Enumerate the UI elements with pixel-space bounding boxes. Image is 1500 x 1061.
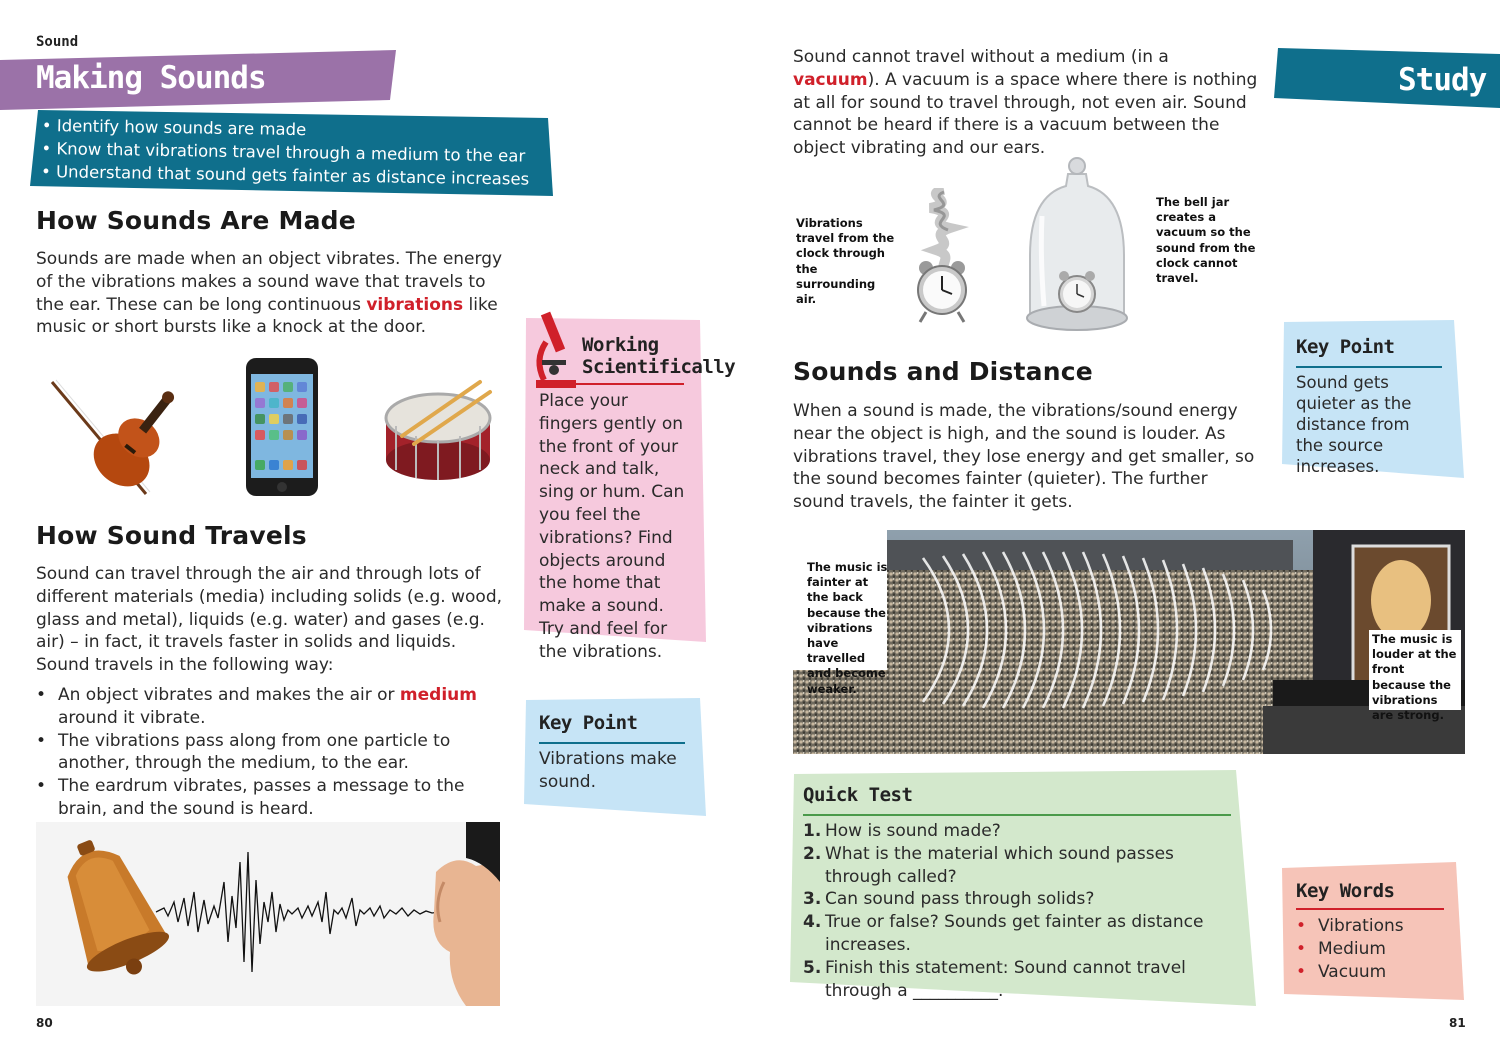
- objective-item: • Understand that sound gets fainter as distance increases: [40, 161, 530, 189]
- key-point-text-left: Vibrations make sound.: [539, 749, 677, 792]
- key-word-item: • Vacuum: [1296, 961, 1436, 984]
- vacuum-keyword: vacuum: [793, 69, 868, 90]
- bullet1-text-a: An object vibrates and makes the air or: [58, 685, 400, 705]
- quick-test-divider: [803, 814, 1231, 816]
- key-words-divider: [1296, 908, 1444, 910]
- concert-crowd-image: [793, 530, 1465, 754]
- question-number: 3.: [803, 889, 822, 910]
- quick-test-list: [803, 820, 1235, 1002]
- question-text: How is sound made?: [825, 821, 1001, 841]
- how-made-paragraph: [36, 248, 506, 339]
- quick-test-title: Quick Test: [803, 784, 913, 806]
- microscope-icon: [528, 310, 580, 390]
- question-item: [803, 888, 1235, 911]
- vacuum-paragraph: [793, 46, 1258, 160]
- how-made-text-a: Sounds are made when an object vibrates. The energy of the vibrations makes a sound wave that travels to the ear. These can be long continuous: [36, 249, 503, 315]
- question-text: Can sound pass through solids?: [825, 889, 1095, 910]
- question-text: True or false? Sounds get fainter as distance increases.: [825, 912, 1204, 955]
- question-item: [803, 911, 1235, 957]
- medium-keyword: medium: [399, 685, 477, 705]
- page-number-left: 80: [36, 1016, 53, 1030]
- question-number: 1.: [803, 821, 822, 841]
- working-title-line2: Scientifically: [582, 356, 736, 378]
- bell-jar-image: [1024, 156, 1130, 334]
- objective-item: • Know that vibrations travel through a medium to the ear: [41, 138, 526, 166]
- phone-image: [244, 356, 320, 498]
- right-page: [750, 0, 1500, 1061]
- distance-paragraph: When a sound is made, the vibrations/sound energy near the object is high, and the sound is louder. As vibrations travel, they lose energy and get smaller, so the sound becomes fainter (quieter). The further sound travels, the fainter it gets.: [793, 401, 1255, 513]
- section-label: Sound: [36, 34, 79, 50]
- question-item: [803, 820, 1235, 843]
- how-made-heading: How Sounds Are Made: [36, 206, 356, 235]
- question-item: [803, 957, 1235, 1003]
- list-item: • The vibrations pass along from one particle to another, through the medium, to the ear.: [36, 730, 502, 776]
- concert-back-caption: The music is fainter at the back because the vibrations have travelled and become weaker.: [807, 560, 888, 696]
- how-travels-paragraph: Sound can travel through the air and through lots of different materials (media) including solids (e.g. wood, glass and metal), liquids (e.g. water) and gases (e.g. air) – in fact, it travels faster in solids and liquids. Sound travels in the following way:: [36, 564, 503, 676]
- list-item: • The eardrum vibrates, passes a message to the brain, and the sound is heard.: [36, 775, 502, 821]
- bell-wave-ear-image: [36, 822, 500, 1006]
- how-travels-heading: How Sound Travels: [36, 521, 307, 550]
- key-point-divider-left: [539, 742, 685, 744]
- key-word-item: • Vibrations: [1296, 915, 1436, 938]
- question-text: Finish this statement: Sound cannot travel through a __________.: [825, 957, 1186, 1001]
- working-divider: [576, 383, 684, 385]
- working-scientifically-text: Place your fingers gently on the front of your neck and talk, sing or hum. Can you feel the vibrations? Find objects around the home that make a sound. Try and feel for the vibrations.: [539, 391, 685, 662]
- clock-caption: Vibrations travel from the clock through the surrounding air.: [796, 216, 895, 307]
- drum-image: [380, 378, 496, 484]
- vacuum-text-a: Sound cannot travel without a medium (in a: [793, 47, 1169, 67]
- distance-heading: Sounds and Distance: [793, 357, 1093, 386]
- key-word-item: • Medium: [1296, 938, 1436, 961]
- bullet1-text-b: around it vibrate.: [58, 707, 206, 728]
- key-point-text-right: Sound gets quieter as the distance from the source increases.: [1296, 373, 1412, 476]
- how-travels-list: [36, 684, 502, 821]
- concert-front-caption: The music is louder at the front because the vibrations are strong.: [1372, 632, 1457, 723]
- how-made-text-b: like music or short bursts like a knock at the door.: [36, 294, 498, 338]
- key-words-title: Key Words: [1296, 880, 1395, 902]
- key-point-title-left: Key Point: [539, 712, 638, 734]
- list-item: [36, 684, 502, 730]
- working-scientifically-title: [582, 334, 735, 378]
- bell-jar-caption: The bell jar creates a vacuum so the sound from the clock cannot travel.: [1156, 195, 1256, 286]
- page-title: Making Sounds: [36, 60, 266, 96]
- study-tab-label: Study: [1398, 62, 1487, 98]
- alarm-clock-image: [910, 188, 976, 328]
- page-number-right: 81: [1449, 1016, 1466, 1030]
- question-item: [803, 843, 1235, 889]
- question-text: What is the material which sound passes through called?: [825, 843, 1174, 887]
- question-number: 4.: [803, 912, 822, 933]
- question-number: 2.: [803, 843, 822, 864]
- working-title-line1: Working: [582, 334, 659, 356]
- objectives-list: [41, 114, 532, 191]
- vibrations-keyword: vibrations: [366, 294, 464, 315]
- key-point-divider-right: [1296, 366, 1442, 368]
- vacuum-text-b: ). A vacuum is a space where there is nothing at all for sound to travel through, not even air. Sound cannot be heard if there is a vacuum between the object vibrating and our ears.: [793, 69, 1258, 159]
- key-point-title-right: Key Point: [1296, 336, 1395, 358]
- objective-item: • Identify how sounds are made: [41, 115, 307, 140]
- question-number: 5.: [803, 957, 822, 978]
- key-words-list: [1296, 915, 1436, 983]
- violin-image: [42, 370, 182, 498]
